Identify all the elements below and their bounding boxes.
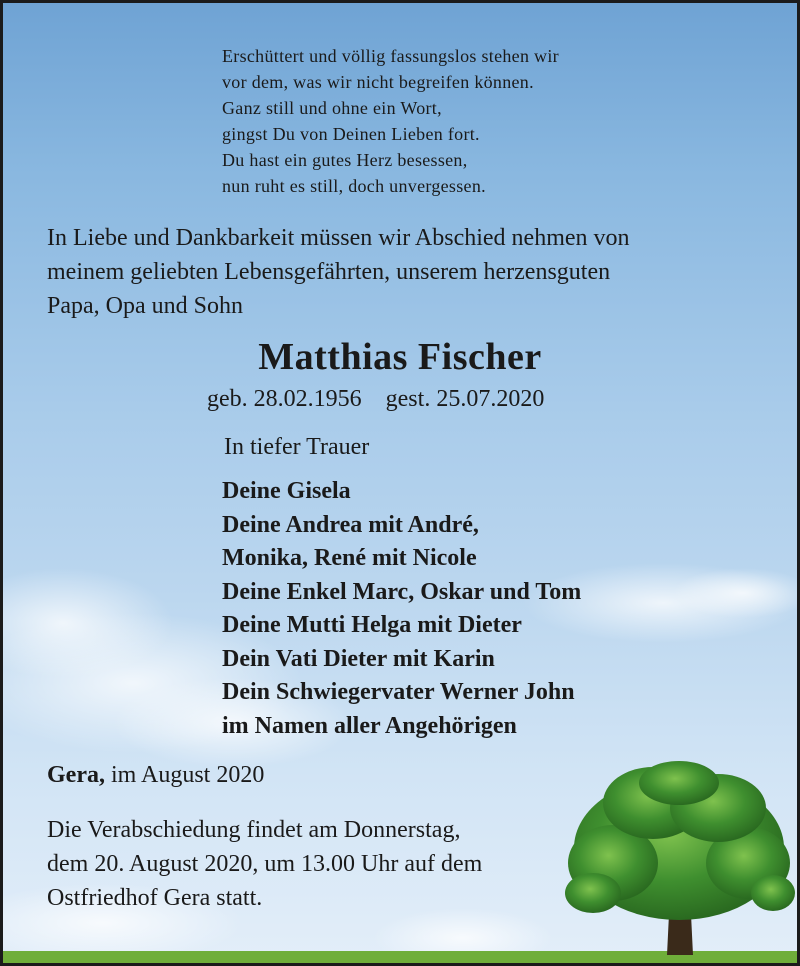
memorial-poem — [222, 43, 642, 199]
mourning-label: In tiefer Trauer — [224, 434, 370, 460]
mourner-line: Deine Gisela — [222, 478, 351, 504]
poem-line: Du hast ein gutes Herz besessen, — [222, 150, 468, 170]
death-date: gest. 25.07.2020 — [385, 386, 545, 412]
mourner-line: Deine Enkel Marc, Oskar und Tom — [222, 578, 582, 605]
place-and-date — [47, 759, 264, 791]
funeral-info — [47, 813, 482, 915]
funeral-line: Ostfriedhof Gera statt. — [47, 885, 263, 911]
mourner-line: Deine Mutti Helga mit Dieter — [222, 612, 522, 638]
intro-paragraph — [47, 221, 767, 323]
place-city: Gera, — [47, 762, 105, 788]
intro-line: In Liebe und Dankbarkeit müssen wir Abschied nehmen von — [47, 225, 630, 251]
poem-line: Erschüttert und völlig fassungslos stehen wir — [222, 46, 559, 66]
funeral-line: dem 20. August 2020, um 13.00 Uhr auf dem — [47, 851, 483, 877]
funeral-line: Die Verabschiedung findet am Donnerstag, — [47, 817, 461, 843]
intro-line: Papa, Opa und Sohn — [47, 293, 243, 319]
poem-line: nun ruht es still, doch unvergessen. — [222, 176, 486, 196]
birth-date: geb. 28.02.1956 — [207, 386, 362, 412]
mourner-line: Monika, René mit Nicole — [222, 545, 477, 571]
place-date: im August 2020 — [104, 762, 265, 788]
mourner-line: Deine Andrea mit André, — [222, 511, 479, 538]
poem-line: Ganz still und ohne ein Wort, — [222, 98, 442, 118]
mourners-list — [222, 475, 581, 743]
mourner-line: Dein Vati Dieter mit Karin — [222, 645, 495, 672]
poem-line: vor dem, was wir nicht begreifen können. — [222, 72, 534, 92]
poem-line: gingst Du von Deinen Lieben fort. — [222, 124, 480, 144]
mourner-line: im Namen aller Angehörigen — [222, 712, 517, 739]
notice-text — [3, 3, 797, 963]
intro-line: meinem geliebten Lebensgefährten, unserem herzensguten — [47, 259, 611, 285]
life-dates — [207, 383, 544, 415]
mourner-line: Dein Schwiegervater Werner John — [222, 679, 575, 705]
deceased-name: Matthias Fischer — [258, 336, 542, 378]
